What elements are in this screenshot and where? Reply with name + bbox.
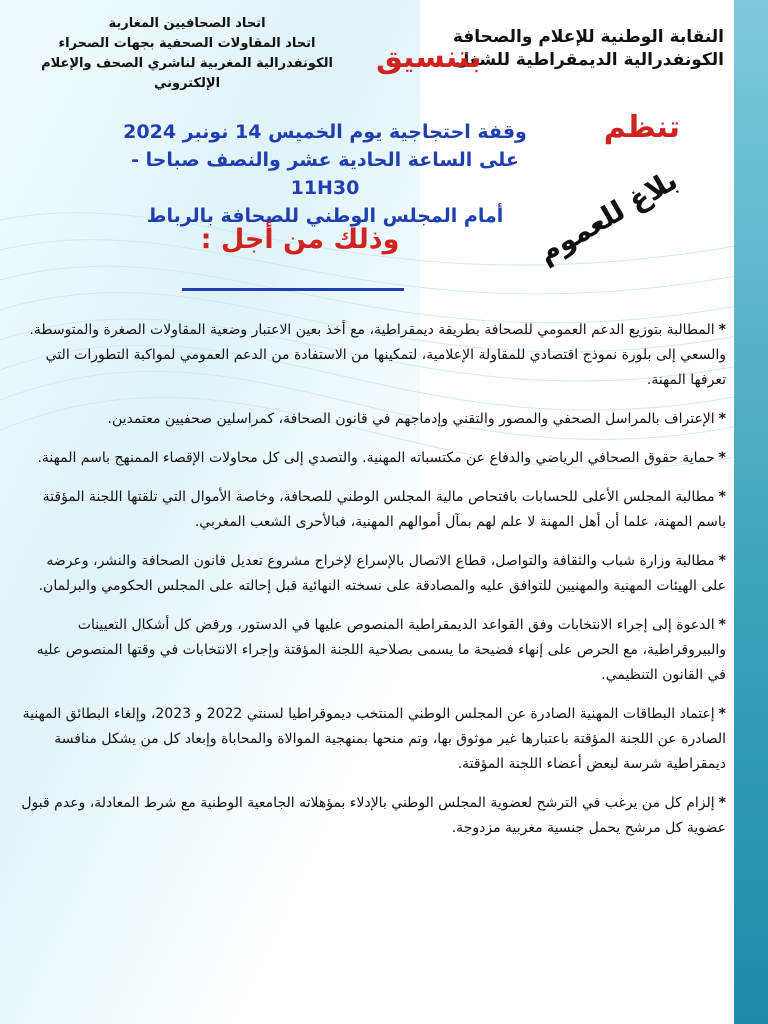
item-text: مطالبة المجلس الأعلى للحسابات بافتحاص مالية المجلس الوطني للصحافة، وخاصة الأموال التي تلقتها اللجنة المؤقتة باسم المهنة، علما أن أهل المهنة لا علم لهم بمآل أموالهم المهنية، فبالأحرى الشعب المغربي. (42, 489, 726, 530)
organizer-line: اتحاد المقاولات الصحفية بجهات الصحراء (58, 36, 316, 51)
heading-underline (182, 288, 404, 291)
bullet-star: * (718, 450, 726, 466)
purpose-heading: وذلك من أجل : (200, 224, 400, 255)
list-item (18, 446, 726, 471)
organizers-left (22, 14, 352, 94)
bullet-star: * (718, 795, 726, 811)
event-details (110, 118, 540, 230)
list-item (18, 613, 726, 688)
event-location-line: أمام المجلس الوطني للصحافة بالرباط (146, 205, 504, 227)
organizer-line: النقابة الوطنية للإعلام والصحافة (452, 27, 724, 47)
public-notice-title: بلاغ للعموم (532, 163, 684, 270)
side-color-band (734, 0, 768, 1024)
item-text: حماية حقوق الصحافي الرياضي والدفاع عن مكتسباته المهنية. والتصدي إلى كل محاولات الإقصاء الممنهج باسم المهنة. (37, 450, 715, 466)
demands-list (18, 318, 726, 855)
organizer-line: الكونفدرالية الديمقراطية للشغل (454, 50, 724, 70)
item-text: المطالبة بتوزيع الدعم العمومي للصحافة بطريقة ديمقراطية، مع أخذ بعين الاعتبار وضعية المقاولات الصغرة والمتوسطة. والسعي إلى بلورة نموذج اقتصادي للمقاولة الإعلامية، لتمكينها من الاستفادة من الدعم العمومي لمواكبة التطورات التي تعرفها المهنة. (29, 322, 726, 388)
list-item (18, 485, 726, 535)
coordination-label: بتنسيق (376, 40, 482, 75)
event-date-line: وقفة احتجاجية يوم الخميس 14 نونبر 2024 (123, 121, 527, 143)
bullet-star: * (718, 617, 726, 633)
list-item (18, 549, 726, 599)
bullet-star: * (718, 411, 726, 427)
list-item (18, 702, 726, 777)
item-text: إلزام كل من يرغب في الترشح لعضوية المجلس الوطني بالإدلاء بمؤهلاته الجامعية الوطنية مع شرط المعادلة، وعدم قبول عضوية كل مرشح يحمل جنسية مغربية مزدوجة. (21, 795, 726, 836)
item-text: الإعتراف بالمراسل الصحفي والمصور والتقني وإدماجهم في قانون الصحافة، كمراسلين صحفيين معتمدين. (107, 411, 715, 427)
organizer-line: اتحاد الصحافيين المغاربة (108, 16, 266, 31)
list-item (18, 318, 726, 393)
list-item (18, 791, 726, 841)
bullet-star: * (718, 706, 726, 722)
item-text: الدعوة إلى إجراء الانتخابات وفق القواعد الديمقراطية المنصوص عليها في الدستور، ورفض كل أشكال التعيينات والبيروقراطية، مع الحرص على إنهاء فضيحة ما يسمى بصلاحية اللجنة المؤقتة وإجراء الانتخابات في وقتها المنصوص عليه في القانون التنظيمي. (36, 617, 726, 683)
bullet-star: * (718, 322, 726, 338)
bullet-star: * (718, 489, 726, 505)
list-item (18, 407, 726, 432)
bullet-star: * (718, 553, 726, 569)
event-time-line: على الساعة الحادية عشر والنصف صباحا - 11H30 (131, 149, 519, 199)
item-text: مطالبة وزارة شباب والثقافة والتواصل، قطاع الاتصال بالإسراع لإخراج مشروع تعديل قانون الصحافة والنشر، وعرضه على الهيئات المهنية والمهنيين للتوافق عليه والمصادقة على نسخته النهائية قبل إحالته على المجلس الحكومي والبرلمان. (38, 553, 726, 594)
organizer-line: الكونفدرالية المغربية لناشري الصحف والإعلام الإلكتروني (41, 56, 333, 91)
organizes-label: تنظم (603, 110, 680, 145)
item-text: إعتماد البطاقات المهنية الصادرة عن المجلس الوطني المنتخب ديموقراطيا لسنتي 2022 و 2023، وإلغاء البطائق المهنية الصادرة عن اللجنة المؤقتة باعتبارها غير موثوق بها، وتم منحها بمنهجية الموالاة والمحاباة وإبعاد كل من يشكل منافسة ديمقراطية شرسة لبعض أعضاء اللجنة المؤقتة. (22, 706, 726, 772)
